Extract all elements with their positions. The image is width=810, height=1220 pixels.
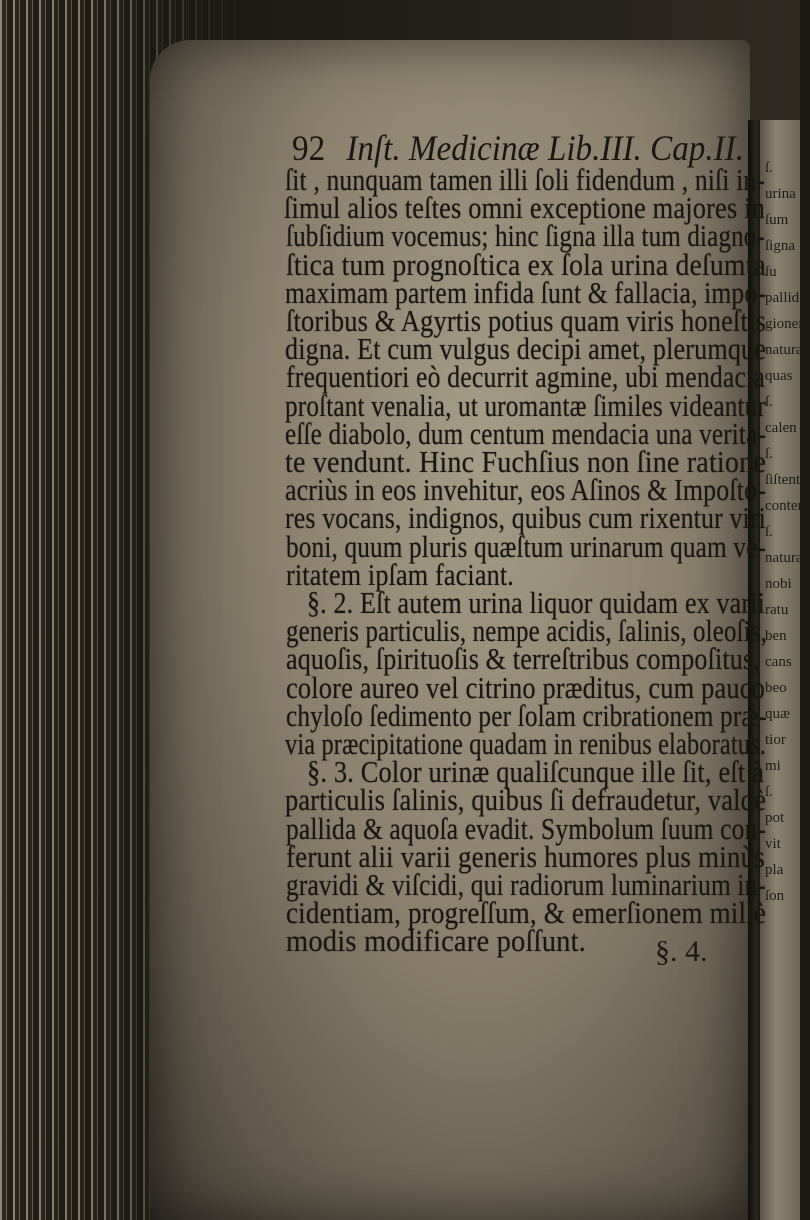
catchword: §. 4.: [655, 935, 708, 968]
facing-page-fragment: ſum: [765, 212, 789, 228]
facing-page-fragment: beo: [765, 680, 787, 696]
text-line: ritatem ipſam faciant.: [286, 556, 514, 592]
running-title: Inſt. Medicinæ Lib.III. Cap.II.: [346, 128, 744, 168]
facing-page-fragment: calen: [765, 420, 797, 436]
facing-page-fragment: ſiſtent: [765, 472, 800, 488]
text-line: ſtica tum prognoſtica ex ſola urina deſumta: [286, 246, 766, 282]
facing-page-fragment: vit: [765, 836, 781, 852]
facing-page-fragment: urina: [765, 186, 796, 202]
text-line: maximam partem infida ſunt & fallacia, impo-: [285, 274, 766, 310]
text-line: acriùs in eos invehitur, eos Aſinos & Impoſto-: [285, 472, 766, 508]
text-line: boni, quum pluris quæſtum urinarum quam ve-: [286, 528, 766, 564]
facing-page-fragment: quæ: [765, 706, 791, 722]
text-line: colore aureo vel citrino præditus, cum pauco: [286, 669, 765, 705]
text-line: res vocans, indignos, quibus cum rixentur viri: [285, 500, 766, 536]
text-line: ſubſidium vocemus; hinc ſigna illa tum diagno-: [286, 218, 765, 254]
text-line: chyloſo ſedimento per ſolam cribrationem præ-: [286, 697, 767, 733]
text-line: via præcipitatione quadam in renibus elaboratus.: [285, 726, 766, 761]
facing-page-fragment: naturæ: [765, 342, 806, 358]
facing-page-fragment: ratu: [765, 602, 789, 618]
facing-page-fragment: ſon: [765, 888, 785, 904]
facing-page-fragment: cans: [765, 654, 792, 670]
facing-page-fragment: pla: [765, 862, 784, 878]
facing-page-fragment: ſ.: [765, 784, 773, 800]
facing-page-fragment: pallidis: [765, 290, 810, 306]
text-line: aquoſis, ſpirituoſis & terreſtribus compoſitus,: [286, 641, 760, 677]
text-line: digna. Et cum vulgus decipi amet, plerumque: [285, 331, 766, 367]
page-number: 92: [292, 128, 326, 168]
facing-page-fragment: nobi: [765, 576, 792, 592]
facing-page-fragment: gionem: [765, 316, 810, 332]
text-line: ſimul alios teſtes omni exceptione majores in: [284, 190, 765, 226]
text-line: particulis ſalinis, quibus ſi defraudetur, valdè: [285, 782, 766, 818]
facing-page-fragment: conten: [765, 498, 805, 514]
text-line: ferunt alii varii generis humores plus minùs: [286, 838, 765, 874]
facing-page-fragment: tior: [765, 732, 786, 748]
text-line: generis particulis, nempe acidis, ſalinis, oleoſis,: [286, 613, 767, 649]
text-line: §. 2. Eſt autem urina liquor quidam ex varii: [307, 585, 765, 620]
text-line: frequentiori eò decurrit agmine, ubi mendacia: [286, 359, 765, 395]
facing-page-fragment: mi: [765, 758, 781, 774]
facing-page-fragment: ſ.: [765, 524, 773, 540]
facing-page-fragment: quas: [765, 368, 793, 384]
facing-page-fragment: ſigna: [765, 238, 795, 254]
text-line: eſſe diabolo, dum centum mendacia una verita-: [285, 415, 766, 451]
text-line: proſtant venalia, ut uromantæ ſimiles videantur: [285, 387, 766, 423]
text-line: te vendunt. Hinc Fuchſius non ſine ratione: [285, 444, 766, 479]
text-line: cidentiam, progreſſum, & emerſionem millè: [286, 895, 766, 931]
facing-page-fragment: ſ.: [765, 446, 773, 462]
facing-page-fragment: natura: [765, 550, 803, 566]
facing-page-fragment: ſ.: [765, 160, 773, 176]
facing-page-fragment: ben: [765, 628, 787, 644]
text-line: ſtoribus & Agyrtis potius quam viris honeſtis: [286, 303, 766, 338]
text-line: §. 3. Color urinæ qualiſcunque ille ſit, eſt à: [307, 754, 764, 790]
text-line: ſit , nunquam tamen illi ſoli fidendum , niſi in-: [285, 162, 765, 197]
facing-page-fragment: ſ.: [765, 394, 773, 410]
facing-page-fragment: ſu: [765, 264, 777, 280]
text-line: pallida & aquoſa evadit. Symbolum ſuum con-: [286, 810, 766, 846]
text-line: modis modificare poſſunt.: [286, 923, 586, 959]
text-line: gravidi & viſcidi, qui radiorum luminarium in-: [286, 867, 766, 902]
facing-page-fragment: pot: [765, 810, 785, 826]
